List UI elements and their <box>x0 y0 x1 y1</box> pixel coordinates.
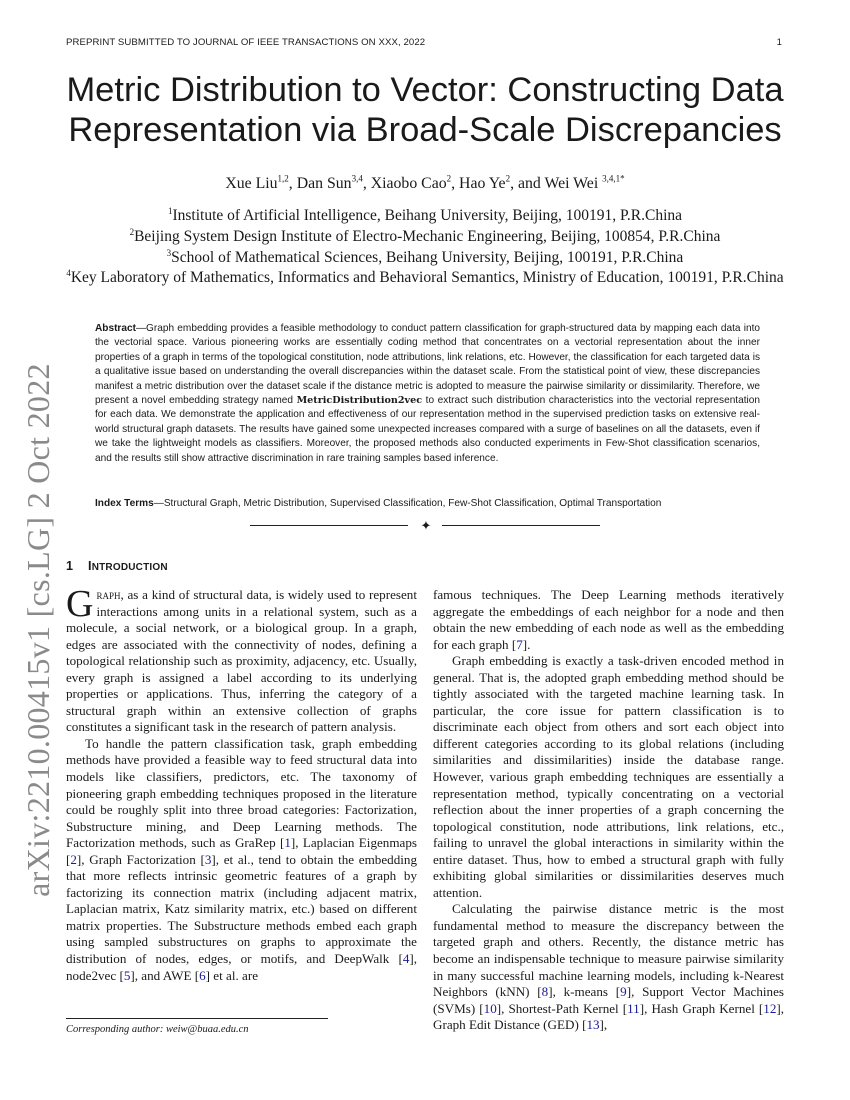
small-caps-word: raph <box>96 587 121 602</box>
drop-cap: G <box>66 583 94 625</box>
paragraph-text: ], et al., tend to obtain the embedding that more reflects intrinsic geometric features of a graph by factorizing its connection matrix (including adjacent matrix, Laplacian matrix, Katz similarity matrix, etc.) based on different matrix properties. The Substructure methods embed each graph using sampled substructures on graphs to approximate the distribution of nodes, edges, or motifs, and DeepWalk [ <box>66 851 417 967</box>
author-name: Wei Wei <box>544 175 599 192</box>
author-affiliation: 2 <box>505 173 511 184</box>
citation-link[interactable]: 3 <box>204 851 212 867</box>
abstract-label: Abstract <box>95 323 136 334</box>
affiliation-list <box>40 206 810 289</box>
author-separator: , <box>288 175 297 192</box>
affiliation <box>40 206 810 227</box>
paper-title: Metric Distribution to Vector: Constructing Data Representation via Broad-Scale Discrepancies <box>66 71 784 149</box>
abstract-text: to extract such distribution characteristics into the vectorial representation for each data. We demonstrate the application and effectiveness of our representation method in the supervised prediction tasks on extensive real-world structural graph datasets. The results have gained some unexpected increases compared with a surge of baselines on all the datasets, even if we take the lightweight models as classifiers. Moreover, the proposed methods also conducted experiments in Few-Shot classification scenarios, and the results still show attractive discrimination in rare training samples based inference. <box>95 395 761 464</box>
right-column <box>433 587 784 1034</box>
abstract <box>95 322 760 466</box>
author-separator: , <box>451 175 460 192</box>
section-heading <box>66 559 168 573</box>
index-terms-text: —Structural Graph, Metric Distribution, Supervised Classification, Few-Shot Classification, Optimal Transportation <box>153 498 662 509</box>
citation-link[interactable]: 6 <box>199 967 206 983</box>
paragraph-text: ]. <box>522 636 531 652</box>
paragraph <box>433 901 784 1033</box>
page-number: 1 <box>776 37 782 48</box>
affiliation-number: 2 <box>129 226 135 237</box>
section-number: 1 <box>66 559 74 573</box>
paragraph-text: , as a kind of structural data, is widely used to represent interactions among units in a relational system, such as a molecule, a social network, or a biological group. In a graph, edges are associated with the connectivity of nodes, defining a topological relationship such as proximity, adjacency, etc. Usually, every graph is assigned a label according to its underlying properties or applications. Thus, inferring the category of a structural graph within an extensive collection of graphs constitutes a significant task in the research of pattern analysis. <box>66 587 417 735</box>
affiliation-text: Beijing System Design Institute of Electro-Mechanic Engineering, Beijing, 100854, P.R.China <box>134 227 721 245</box>
divider-line-right <box>442 525 600 526</box>
citation-link[interactable]: 2 <box>70 851 77 867</box>
citation-link[interactable]: 7 <box>516 636 523 652</box>
affiliation-text: Key Laboratory of Mathematics, Informatics and Behavioral Semantics, Ministry of Education, 100191, P.R.China <box>70 269 784 287</box>
author-name: Dan Sun <box>296 175 352 192</box>
affiliation-number: 3 <box>166 247 172 258</box>
author-separator: , <box>362 175 371 192</box>
affiliation-text: School of Mathematical Sciences, Beihang University, Beijing, 100191, P.R.China <box>171 248 684 266</box>
author-name: Hao Ye <box>459 175 506 192</box>
affiliation <box>40 248 810 269</box>
paragraph <box>433 587 784 653</box>
paragraph-text: ], node2vec [ <box>66 951 417 983</box>
paragraph-text: ], Graph Edit Distance (GED) [ <box>433 1000 784 1033</box>
author-separator: , <box>510 175 518 192</box>
arxiv-stamp-text: arXiv:2210.00415v1 [cs.LG] 2 Oct 2022 <box>20 363 56 897</box>
citation-link[interactable]: 13 <box>586 1017 600 1033</box>
index-terms <box>95 497 760 511</box>
citation-link[interactable]: 5 <box>123 967 131 983</box>
left-column <box>66 583 417 984</box>
paragraph-text: ], k-means [ <box>548 984 621 1000</box>
section-divider <box>250 518 600 534</box>
citation-link[interactable]: 1 <box>284 835 291 851</box>
author-affiliation: 3,4 <box>351 173 363 184</box>
citation-link[interactable]: 11 <box>627 1000 640 1016</box>
author-affiliation: 1,2 <box>277 173 289 184</box>
author-conjunction: and <box>517 175 541 192</box>
paragraph-text: Calculating the pairwise distance metric is the most fundamental method to measure the discrepancy between the targeted graph and others. Recently, the distance metric has become an indispensable technique to measure pairwise similarity in many successful machine learning models, including k-Nearest Neighbors (kNN) [ <box>433 901 784 1000</box>
diamond-icon: ✦ <box>420 518 432 533</box>
paragraph-text: ], and AWE [ <box>130 967 200 983</box>
running-head: PREPRINT SUBMITTED TO JOURNAL OF IEEE TRANSACTIONS ON XXX, 2022 <box>66 37 426 48</box>
paragraph-text: To handle the pattern classification task, graph embedding methods have provided a feasible way to feed structural data into models like classifiers, predictors, etc. The taxonomy of pioneering graph embedding techniques proposed in the literature could be roughly split into three broad categories: Factorization, Substructure mining, and Deep Learning methods. The Factorization methods, such as GraRep [ <box>66 735 417 851</box>
paragraph-text: ], Graph Factorization [ <box>76 851 205 867</box>
abstract-text: —Graph embedding provides a feasible methodology to conduct pattern classification for graph-structured data by mapping each data into the vectorial space. Various pioneering works are essentially coding method that concentrates on a vectorial representation about the inner properties of a graph in terms of the topological constitution, node attributions, link relations, etc. However, the classification for each targeted data is a qualitative issue based on understanding the overall discrepancies within the dataset scale. From the statistical point of view, these discrepancies manifest a metric distribution over the dataset scale if the distance metric is adopted to measure the pairwise similarity or dissimilarity. Therefore, we present a novel embedding strategy named <box>95 323 760 407</box>
footnote-rule <box>66 1018 328 1019</box>
method-name: MetricDistribution2vec <box>296 395 423 407</box>
paragraph-text: ], Support Vector Machines (SVMs) [ <box>433 984 785 1016</box>
paragraph-text: famous techniques. The Deep Learning methods iteratively aggregate the embeddings of each neighbor for a node and then obtain the new embedding of each node as well as the embedding for each graph [ <box>433 587 784 652</box>
citation-link[interactable]: 8 <box>541 984 549 1000</box>
citation-link[interactable]: 9 <box>620 984 627 1000</box>
paragraph-text: ], Laplacian Eigenmaps [ <box>66 835 417 867</box>
section-title-initial: I <box>88 559 92 573</box>
author-list <box>40 175 810 193</box>
affiliation <box>40 227 810 248</box>
index-terms-label: Index Terms <box>95 498 154 509</box>
paragraph-text: ], Shortest-Path Kernel [ <box>496 1000 628 1016</box>
author-affiliation: 3,4,1* <box>602 173 625 184</box>
author-name: Xiaobo Cao <box>370 175 447 192</box>
footnote: Corresponding author: weiw@buaa.edu.cn <box>66 1024 249 1035</box>
affiliation-number: 1 <box>167 205 173 216</box>
arxiv-stamp <box>22 0 54 1100</box>
paragraph: Graph embedding is exactly a task-driven encoded method in general. That is, the adopted graph embedding method should be tightly associated with the targeted machine learning task. In particular, the core issue for pattern classification is to discriminate each object from others and sort each object into different categories according to its global relations (including similarities and dissimilarities) inside the database range. However, various graph embedding techniques are essentially a representation method, typically concentrating on a vectorial reflection about the inner properties of a graph concerning the topological constitution, node attributions, link relations, etc., failing to unravel the global interactions in similarity within the entire dataset. Thus, how to embed a structural graph with fully exhibiting global similarities or dissimilarities deserves much attention. <box>433 653 784 900</box>
paragraph-text: ], Hash Graph Kernel [ <box>639 1000 764 1016</box>
paragraph <box>66 583 417 736</box>
affiliation-number: 4 <box>66 268 71 279</box>
citation-link[interactable]: 10 <box>483 1000 497 1016</box>
section-title-rest: NTRODUCTION <box>91 562 168 573</box>
citation-link[interactable]: 4 <box>402 951 410 967</box>
affiliation-text: Institute of Artificial Intelligence, Beihang University, Beijing, 100191, P.R.China <box>172 207 683 224</box>
paragraph-text: ], <box>599 1017 608 1033</box>
author-name: Xue Liu <box>225 175 278 192</box>
author-affiliation: 2 <box>446 173 452 184</box>
divider-line-left <box>250 525 408 526</box>
paragraph-text: ] et al. are <box>205 967 259 983</box>
paragraph <box>66 736 417 984</box>
citation-link[interactable]: 12 <box>763 1000 777 1016</box>
affiliation <box>40 268 810 289</box>
